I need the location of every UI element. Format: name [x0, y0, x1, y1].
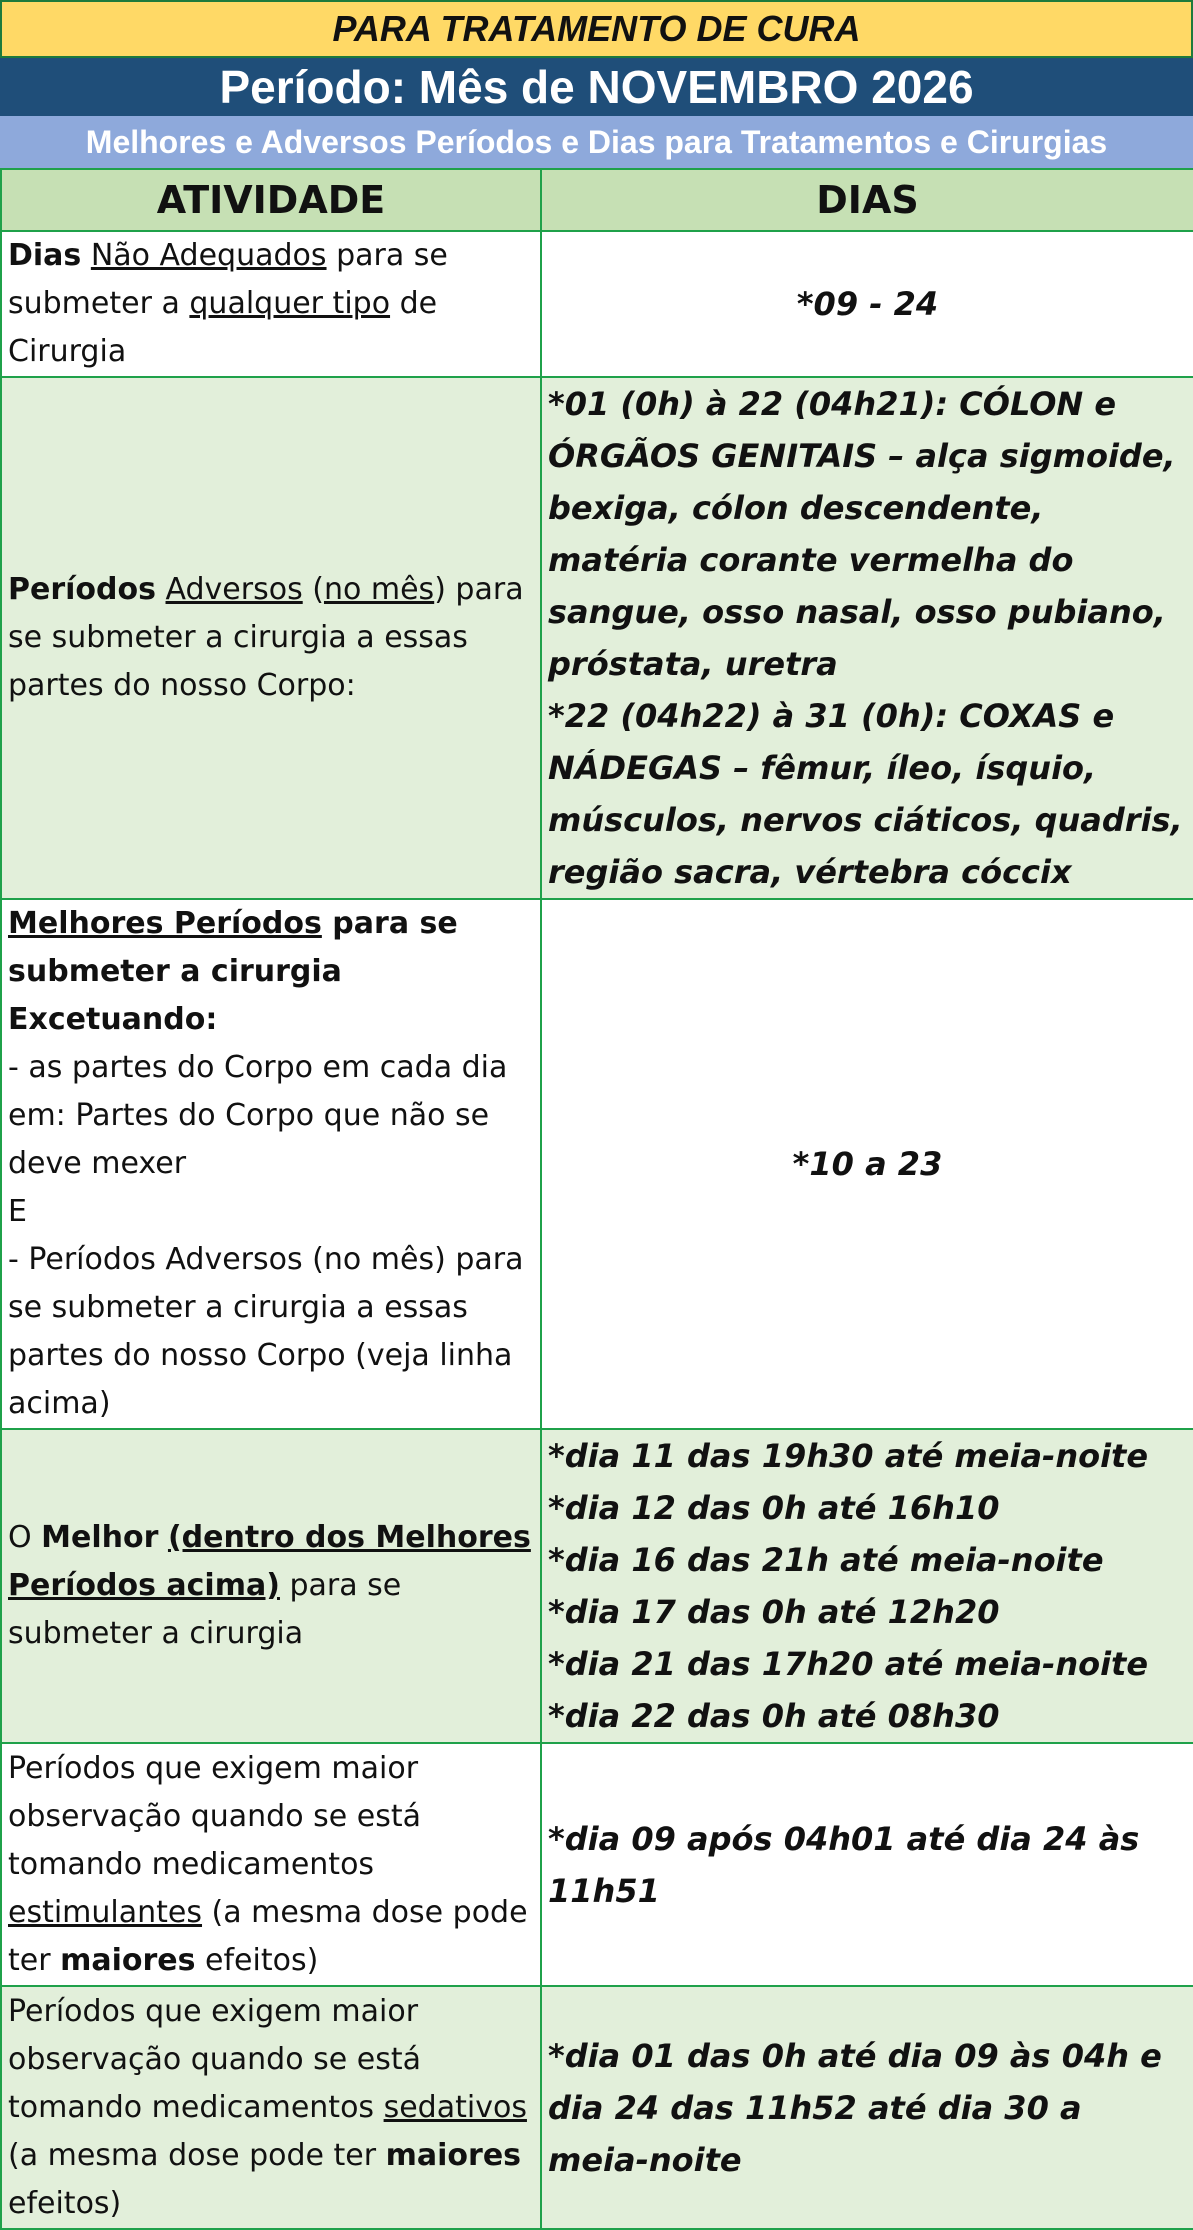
table-row — [1, 231, 1193, 377]
days-text: *dia 01 das 0h até dia 09 às 04h e dia 24 das 11h52 até dia 30 a meia-noite — [548, 2036, 1162, 2179]
activity-text — [81, 238, 91, 273]
activity-text: para se submeter a cirurgia — [8, 1568, 402, 1651]
schedule-table — [0, 168, 1193, 2230]
title-banner — [0, 0, 1193, 58]
column-header-days: DIAS — [541, 169, 1193, 231]
activity-text: Melhores Períodos — [8, 906, 322, 941]
activity-text: para se submeter a cirurgia — [8, 906, 458, 989]
activity-text: no mês — [323, 572, 435, 607]
activity-text: Excetuando: — [8, 1002, 218, 1037]
days-text: *dia 12 das 0h até 16h10 — [548, 1489, 1000, 1527]
activity-text: Dias — [8, 238, 82, 273]
activity-text: efeitos) — [195, 1942, 319, 1978]
period-heading: Período: Mês de NOVEMBRO 2026 — [219, 61, 974, 113]
activity-text: Períodos que exigem maior observação quando se está tomando medicamentos — [8, 1750, 421, 1882]
days-text: *dia 09 após 04h01 até dia 24 às 11h51 — [548, 1819, 1140, 1910]
days-text: *dia 16 das 21h até meia-noite — [548, 1541, 1104, 1579]
days-cell — [541, 899, 1193, 1429]
days-cell — [541, 231, 1193, 377]
days-text: *01 (0h) à 22 (04h21): CÓLON e ÓRGÃOS GENITAIS – alça sigmoide, bexiga, cólon descendente, matéria corante vermelha do sangue, osso nasal, osso pubiano, próstata, uretra — [548, 385, 1176, 683]
table-row — [1, 1986, 1193, 2229]
activity-text: qualquer tipo — [189, 286, 391, 321]
column-header-activity: ATIVIDADE — [1, 169, 541, 231]
activity-text: Melhor — [41, 1520, 159, 1555]
activity-text: ) para se submeter a cirurgia a essas partes do nosso Corpo: — [8, 572, 524, 703]
activity-text: Adversos — [165, 572, 303, 607]
days-text: *09 - 24 — [796, 285, 939, 323]
days-text: *dia 22 das 0h até 08h30 — [548, 1697, 1000, 1735]
activity-text: (a mesma dose pode ter — [8, 2137, 386, 2173]
days-text: *10 a 23 — [792, 1145, 943, 1183]
activity-cell — [1, 231, 541, 377]
days-cell — [541, 1743, 1193, 1986]
activity-text — [156, 572, 166, 607]
activity-text: sedativos — [383, 2089, 527, 2125]
days-text: *dia 21 das 17h20 até meia-noite — [548, 1645, 1149, 1683]
activity-text: efeitos) — [8, 2185, 122, 2221]
activity-cell — [1, 899, 541, 1429]
activity-text: (a mesma dose pode ter — [8, 1894, 528, 1978]
activity-text: - as partes do Corpo em cada dia em: Partes do Corpo que não se deve mexer — [8, 1050, 508, 1181]
days-cell — [541, 1986, 1193, 2229]
activity-text: ( — [302, 572, 324, 607]
activity-text: E — [8, 1194, 27, 1229]
activity-text — [158, 1520, 168, 1555]
table-row — [1, 1429, 1193, 1743]
activity-text: Não Adequados — [90, 238, 327, 273]
activity-cell — [1, 1429, 541, 1743]
activity-text: estimulantes — [8, 1894, 203, 1930]
days-text: *dia 17 das 0h até 12h20 — [548, 1593, 1000, 1631]
days-cell — [541, 1429, 1193, 1743]
activity-text: Períodos que exigem maior observação quando se está tomando medicamentos — [8, 1993, 421, 2125]
activity-text: maiores — [60, 1942, 196, 1978]
activity-text: (dentro dos Melhores Períodos acima) — [8, 1520, 531, 1603]
activity-text: de Cirurgia — [8, 286, 438, 369]
days-cell — [541, 377, 1193, 899]
period-banner — [0, 58, 1193, 116]
days-text: *22 (04h22) à 31 (0h): COXAS e NÁDEGAS – fêmur, íleo, ísquio, músculos, nervos ciáticos, quadris, região sacra, vértebra cóccix — [548, 697, 1183, 891]
subtitle: Melhores e Adversos Períodos e Dias para Tratamentos e Cirurgias — [85, 123, 1108, 160]
activity-cell — [1, 1743, 541, 1986]
activity-cell — [1, 377, 541, 899]
activity-text: para se submeter a — [8, 238, 448, 321]
activity-text: O — [8, 1520, 42, 1555]
activity-text: maiores — [385, 2137, 522, 2173]
table-row — [1, 377, 1193, 899]
activity-text: Períodos — [8, 572, 156, 607]
page-title: PARA TRATAMENTO DE CURA — [332, 8, 861, 49]
activity-text: - Períodos Adversos (no mês) para se submeter a cirurgia a essas partes do nosso Corpo (veja linha acima) — [8, 1242, 524, 1421]
table-header-row — [1, 169, 1193, 231]
table-row — [1, 899, 1193, 1429]
days-text: *dia 11 das 19h30 até meia-noite — [548, 1437, 1149, 1475]
subtitle-banner — [0, 116, 1193, 168]
activity-cell — [1, 1986, 541, 2229]
table-row — [1, 1743, 1193, 1986]
